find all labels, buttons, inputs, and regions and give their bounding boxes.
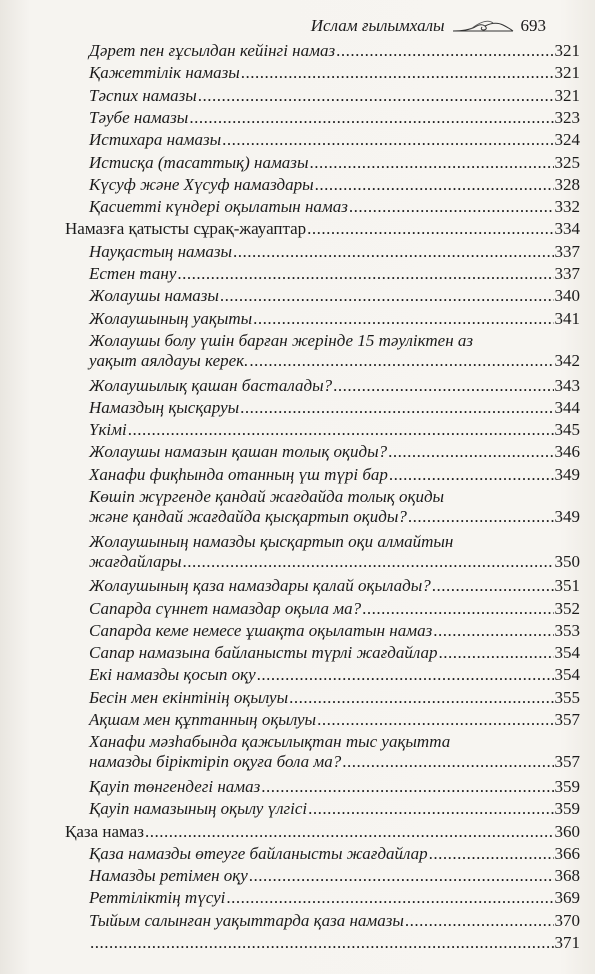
leader-dots [308,799,553,819]
toc-entry [89,888,580,908]
leader-dots [261,777,553,797]
leader-dots [249,866,554,886]
toc-entry-text: Қауіп төнгендегі намаз [89,776,261,796]
leader-dots [226,888,553,908]
toc-page-number: 354 [554,643,580,663]
toc-entry [89,197,580,217]
toc-page-number: 340 [554,286,580,306]
toc-page-number: 321 [554,41,580,60]
leader-dots [362,599,553,619]
toc-entry [89,175,580,195]
toc-entry-text: Тәспих намазы [89,85,197,105]
toc-entry-text: Истисқа (тасаттық) намазы [89,152,309,172]
toc-entry [89,732,580,772]
toc-entry-text: Жолаушының намазды қысқартып оқи алмайтын [89,531,454,551]
toc-entry-text: Ақшам мен құптанның оқылуы [89,710,317,729]
leader-dots [438,643,553,663]
toc-entry-text: Ханафи мәзһабында қажылықтан тыс уақытта [89,732,451,752]
header-title: Ислам ғылымхалы [310,16,445,35]
toc-entry [89,933,580,953]
toc-entry [89,911,580,931]
toc-page-number: 341 [554,308,580,328]
leader-dots [433,621,553,641]
toc-entry-text: Қауіп намазының оқылу үлгісі [89,799,308,819]
leader-dots [222,130,553,150]
leader-dots [405,911,554,931]
toc-entry-text: Көшіп жүргенде қандай жағдайда толық оқиды [89,487,445,506]
toc-entry [89,532,580,572]
toc-entry [89,643,580,663]
leader-dots [233,242,554,262]
leader-dots [253,309,553,329]
toc-entry [89,866,580,886]
toc-entry-text: Қаза намазды өтеуге байланысты жағдайлар [89,843,428,863]
toc-entry [89,376,580,396]
leader-dots [145,822,554,842]
toc-page-number: 337 [554,241,580,261]
toc-page-number: 353 [554,620,580,640]
leader-dots [307,219,553,239]
toc-entry-text-continued: жағдайлары [89,551,182,571]
leader-dots [317,710,553,730]
toc-page-number: 357 [554,752,580,772]
toc-page-number: 321 [554,63,580,83]
leader-dots [189,108,553,128]
toc-page-number: 351 [554,576,580,596]
toc-page-number: 360 [554,821,580,841]
toc-entry [89,844,580,864]
toc-page-number: 345 [554,420,580,440]
leader-dots [342,752,553,772]
toc-entry [89,420,580,440]
toc-entry-text: Екі намазды қосып оқу [89,665,256,685]
toc-entry [89,621,580,641]
leader-dots [198,86,554,106]
leader-dots [388,442,553,462]
toc-entry [89,331,580,371]
toc-entry [89,576,580,596]
leader-dots [408,507,554,527]
toc-entry [89,242,580,262]
leader-dots [90,933,554,953]
toc-entry-text: Жолаушы болу үшін барған жерінде 15 тәуліктен аз [89,330,474,350]
toc-entry-text: Жолаушылық қашан басталады? [89,375,333,395]
toc-page-number: 355 [554,687,580,707]
toc-entry-text: Ханафи фиқһында отанның үш түрі бар [89,464,388,484]
leader-dots [289,688,553,708]
toc-page-number: 334 [554,219,580,239]
toc-entry-text-continued: намазды біріктіріп оқуға бола ма? [89,752,342,772]
leader-dots [309,153,553,173]
leader-dots [257,665,554,685]
toc-page-number: 349 [554,464,580,484]
toc-page-number: 349 [554,507,580,526]
toc-entry-text: Намаздың қысқаруы [89,397,240,417]
toc-entry-text: Қасиетті күндері оқылатын намаз [89,197,348,217]
toc-entry [89,108,580,128]
toc-entry [89,130,580,150]
toc-entry-text: Тыйым салынған уақыттарда қаза намазы [89,910,404,930]
toc-entry-text: Қаза намаз [65,821,144,841]
toc-page-number: 357 [554,710,580,729]
toc-entry [89,286,580,306]
toc-entry [89,688,580,708]
toc-page-number: 325 [554,152,580,172]
running-header [300,14,546,38]
toc-page-number: 371 [554,933,580,952]
toc-page-number: 366 [554,843,580,863]
toc-entry [89,41,580,61]
toc-entry [89,63,580,83]
toc-entry [89,465,580,485]
toc-entry-text: Күсуф және Хүсуф намаздары [89,174,314,194]
toc-entry-text: Науқастың намазы [89,241,232,261]
toc-page-number: 344 [554,397,580,417]
leader-dots [336,41,553,61]
toc-page-number: 321 [554,85,580,105]
toc-entry [89,309,580,329]
toc-page-number: 332 [554,197,580,217]
toc-section-entry [65,219,580,239]
leader-dots [182,552,553,572]
leader-dots [315,175,554,195]
toc-entry-text: Сапарда кеме немесе ұшақта оқылатын намаз [89,620,433,640]
leader-dots [389,465,554,485]
toc-page-number: 328 [554,174,580,194]
toc-entry-text: Жолаушы намазын қашан толық оқиды? [89,442,388,462]
leader-dots [240,398,553,418]
toc-entry [89,442,580,462]
toc-entry-text: Реттіліктің түсуі [89,888,226,908]
toc-entry [89,264,580,284]
toc-entry [89,710,580,730]
toc-entry-text: Жолаушының уақыты [89,308,253,328]
toc-entry [89,799,580,819]
leader-dots [429,844,554,864]
toc-entry-text-continued: және қандай жағдайда қысқартып оқиды? [89,507,407,526]
toc-page-number: 323 [554,107,580,127]
toc-entry [89,487,580,527]
toc-entry-text: Жолаушының қаза намаздары қалай оқылады? [89,576,431,596]
toc-page-number: 370 [554,910,580,930]
toc-entry-text-continued: уақыт аялдауы керек. [89,350,249,370]
toc-entry-text: Естен тану [89,264,177,283]
toc-entry [89,86,580,106]
toc-entry-text: Үкімі [89,420,127,440]
leader-dots [128,420,554,440]
toc-entry-text: Сапар намазына байланысты түрлі жағдайлар [89,643,438,663]
toc-entry [89,665,580,685]
toc-page-number: 350 [554,551,580,571]
leader-dots [241,63,554,83]
toc-page-number: 354 [554,665,580,685]
toc-entry-text: Бесін мен екінтінің оқылуы [89,687,289,707]
toc-page-number: 352 [554,598,580,618]
toc-section-entry [65,822,580,842]
header-page-number: 693 [520,16,546,35]
leader-dots [220,286,554,306]
toc-entry-text: Сапарда сүннет намаздар оқыла ма? [89,598,362,618]
toc-entry [89,777,580,797]
toc-entry-text: Намазға қатысты сұрақ-жауаптар [65,219,307,239]
toc-entry [89,599,580,619]
leader-dots [333,376,553,396]
toc-entry-text: Қажеттілік намазы [89,63,240,83]
toc-page-number: 337 [554,264,580,283]
toc-page-number: 346 [554,442,580,462]
leader-dots [349,197,554,217]
leader-dots [177,264,553,284]
toc-page-number: 324 [554,130,580,150]
toc-page-number: 368 [554,866,580,886]
toc-page-number: 342 [554,350,580,370]
leader-dots [432,576,554,596]
toc-entry-text: Дәрет пен ғұсылдан кейінгі намаз [89,41,336,60]
toc-entry-text: Намазды ретімен оқу [89,866,248,886]
leader-dots [249,351,553,371]
toc-page-number: 359 [554,799,580,819]
toc-page-number: 369 [554,888,580,908]
toc-entry [89,153,580,173]
toc-entry-text: Жолаушы намазы [89,286,219,306]
toc-entry-text: Тәубе намазы [89,107,189,127]
toc-page-number: 343 [554,375,580,395]
toc-page-number: 359 [554,776,580,796]
toc-entry-text: Истихара намазы [89,130,222,150]
ornament-icon [451,18,515,34]
toc-entry [89,398,580,418]
